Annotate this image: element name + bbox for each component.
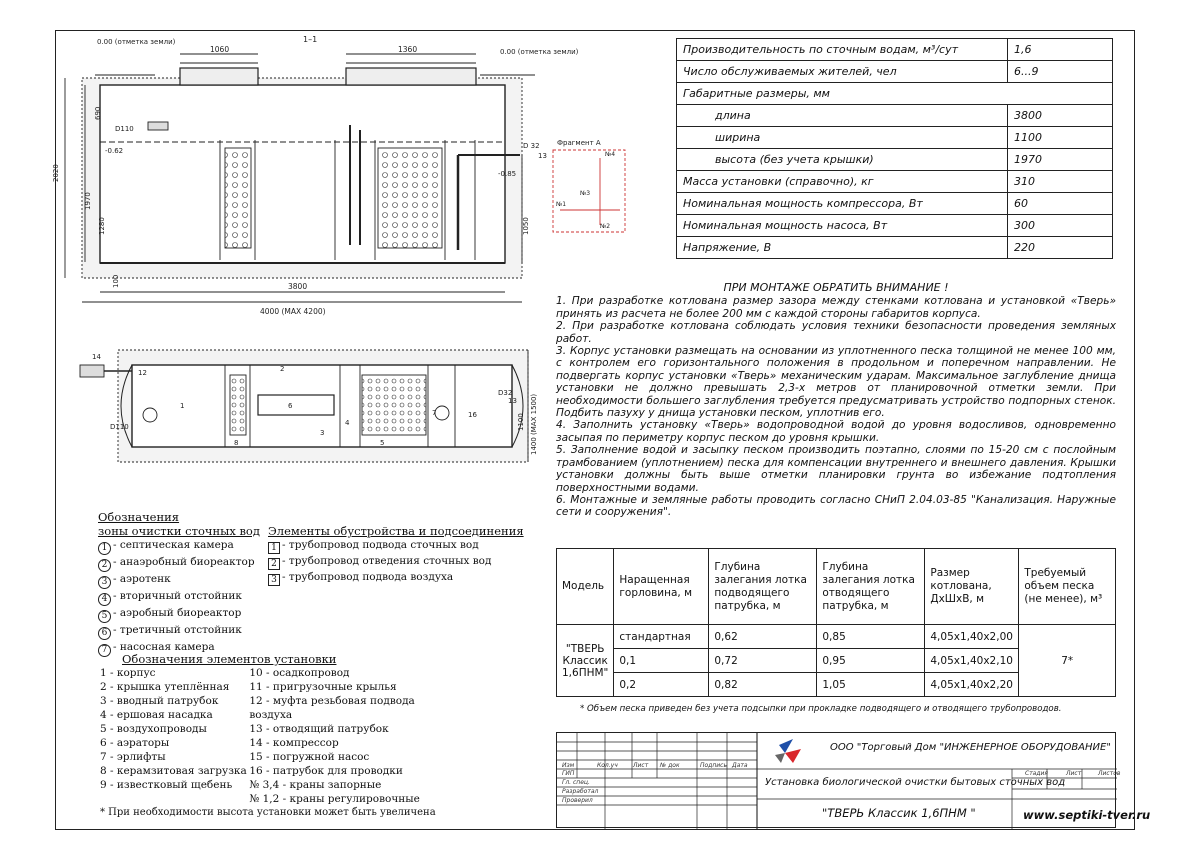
cell-neck: 0,2 <box>614 673 709 697</box>
installation-notes <box>556 282 1116 519</box>
cell-sand: 7* <box>1019 625 1116 697</box>
plan-label-5: 5 <box>380 439 385 447</box>
col-model: Модель <box>557 549 614 625</box>
cell-outlet: 0,85 <box>817 625 925 649</box>
valve-4: №4 <box>605 151 616 158</box>
fragment-title: Фрагмент А <box>557 139 601 147</box>
tb-stage: Стадия <box>1025 770 1049 777</box>
legend-zones <box>98 510 260 657</box>
plan-dim-inner: 1100 <box>517 413 525 431</box>
tb-col-date: Дата <box>732 762 748 769</box>
dim-top-right: 1360 <box>398 45 418 54</box>
element-item: 13 - отводящий патрубок <box>249 723 389 735</box>
legend-marker: 2 <box>98 559 111 572</box>
inlet-diameter: D110 <box>115 125 134 133</box>
tb-role-gip: ГИП <box>562 770 575 777</box>
company-logo <box>775 739 801 763</box>
plan-label-14: 14 <box>92 353 101 361</box>
element-item: 15 - погружной насос <box>249 751 370 763</box>
legend-item <box>98 606 260 623</box>
dim-length-inner: 3800 <box>288 282 308 291</box>
legend-text: - анаэробный биореактор <box>113 556 255 568</box>
legend-item <box>98 572 260 589</box>
sand-footnote: * Объем песка приведен без учета подсыпки при прокладке подводящего и отводящего трубопроводов. <box>580 704 1062 714</box>
legend-text: - трубопровод подвода воздуха <box>282 571 454 583</box>
legend-height-note: * При необходимости высота установки может быть увеличена <box>100 807 436 818</box>
plan-view-drawing <box>70 345 540 470</box>
element-item: 16 - патрубок для проводки <box>249 765 403 777</box>
notes-title: ПРИ МОНТАЖЕ ОБРАТИТЬ ВНИМАНИЕ ! <box>723 281 949 294</box>
plan-inlet: D110 <box>110 423 129 431</box>
dim-h-690: 690 <box>94 106 102 120</box>
dim-h-1050: 1050 <box>522 217 530 235</box>
plan-label-16: 16 <box>468 411 477 419</box>
spec-row <box>677 237 1113 259</box>
legend-text: - вторичный отстойник <box>113 590 242 602</box>
spec-value: 310 <box>1008 171 1113 193</box>
element-item: 8 - керамзитовая загрузка <box>100 765 247 777</box>
spec-value: 6...9 <box>1008 61 1113 83</box>
dim-h-100: 100 <box>112 274 120 288</box>
dim-length-outer: 4000 (MAX 4200) <box>260 307 326 316</box>
website-link[interactable]: www.septiki-tver.ru <box>1023 808 1151 822</box>
legend-elements <box>100 652 460 820</box>
legend-marker: 3 <box>268 574 280 586</box>
spec-value: 1,6 <box>1008 39 1113 61</box>
legend-text: - септическая камера <box>113 539 234 551</box>
spec-row <box>677 83 1113 105</box>
plan-label-3: 3 <box>320 429 325 437</box>
tb-col-doc: № док <box>660 762 680 769</box>
element-item: № 1,2 - краны регулировочные <box>249 793 420 805</box>
level-062: -0.62 <box>105 147 124 155</box>
spec-value: 3800 <box>1008 105 1113 127</box>
note-6: 6. Монтажные и земляные работы проводить согласно СНиП 2.04.03-85 "Канализация. Наружные сети и сооружения". <box>556 493 1116 519</box>
cell-pit: 4,05x1,40x2,20 <box>925 673 1019 697</box>
valve-1: №1 <box>556 201 567 208</box>
plan-label-13: 13 <box>508 397 517 405</box>
models-table <box>556 548 1116 697</box>
legend-marker: 6 <box>98 627 111 640</box>
spec-label: Число обслуживаемых жителей, чел <box>677 61 1008 83</box>
dim-top-left: 1060 <box>210 45 230 54</box>
legend-text: - трубопровод отведения сточных вод <box>282 555 492 567</box>
model-name: "ТВЕРЬ Классик 1,6ПНМ" <box>557 625 614 697</box>
cell-inlet: 0,82 <box>709 673 817 697</box>
spec-label: длина <box>677 105 1008 127</box>
legend-zones-subtitle: зоны очистки сточных вод <box>98 524 260 538</box>
plan-outlet: D32 <box>498 389 513 397</box>
element-item: 3 - вводный патрубок <box>100 695 219 707</box>
spec-value: 300 <box>1008 215 1113 237</box>
cell-outlet: 0,95 <box>817 649 925 673</box>
plan-label-2: 2 <box>280 365 285 373</box>
legend-item <box>268 554 524 570</box>
plan-dim-width: 1400 (MAX 1500) <box>530 393 538 455</box>
plan-label-4: 4 <box>345 419 350 427</box>
spec-row <box>677 215 1113 237</box>
legend-zones-title: Обозначения <box>98 510 180 524</box>
element-item: 7 - эрлифты <box>100 751 166 763</box>
legend-marker: 1 <box>98 542 111 555</box>
note-5: 5. Заполнение водой и засыпку песком производить поэтапно, слоями по 15-20 см с послойным трамбованием (уплотнением) песка для компенсации внутреннего и внешнего давления. Крышки установки должны быть выше отметки планировки грунта во избежание подтопления поверхностными водами. <box>556 444 1116 494</box>
legend-marker: 2 <box>268 558 280 570</box>
dim-h-1970: 1970 <box>84 192 92 210</box>
cell-inlet: 0,72 <box>709 649 817 673</box>
legend-text: - трубопровод подвода сточных вод <box>282 539 479 551</box>
element-item: № 3,4 - краны запорные <box>249 779 382 791</box>
legend-connections-title: Элементы обустройства и подсоединения <box>268 524 524 538</box>
tb-role-spec: Гл. спец. <box>562 779 590 786</box>
legend-item <box>98 589 260 606</box>
tb-col-izm: Изм <box>562 762 575 769</box>
cell-outlet: 1,05 <box>817 673 925 697</box>
outlet-diameter: D 32 <box>523 142 540 150</box>
spec-value: 60 <box>1008 193 1113 215</box>
section-title: 1–1 <box>303 35 318 44</box>
col-pit-size: Размер котлована, ДхШхВ, м <box>925 549 1019 625</box>
spec-value: 220 <box>1008 237 1113 259</box>
spec-label: Напряжение, В <box>677 237 1008 259</box>
legend-item <box>268 570 524 586</box>
element-item: 12 - муфта резьбовая подвода воздуха <box>249 695 415 721</box>
col-outlet-depth: Глубина залегания лотка отводящего патрубка, м <box>817 549 925 625</box>
note-1: 1. При разработке котлована размер зазора между стенками котлована и установкой «Тверь» принять из расчета не более 200 мм с каждой стороны габаритов корпуса. <box>556 295 1116 320</box>
spec-row <box>677 39 1113 61</box>
drawing-description: Установка биологической очистки бытовых сточных вод <box>765 777 1066 788</box>
plan-label-12: 12 <box>138 369 147 377</box>
plan-label-7: 7 <box>432 409 437 417</box>
cell-pit: 4,05x1,40x2,10 <box>925 649 1019 673</box>
note-3: 3. Корпус установки размещать на основании из уплотненного песка толщиной не менее 100 мм, с контролем его горизонтального положения в продольном и поперечном направлении. Не подвергать корпус установки «Тверь» механическим ударам. Максимальное заглубление днища установки не должно превышать 2,3-х метров от планировочной отметки земли. При необходимости большего заглубления требуется предусматривать устройство подпорных стенок. Подбить пазуху у днища установки песком, уплотнив его. <box>556 345 1116 420</box>
tb-sheets: Листов <box>1098 770 1121 777</box>
legend-item <box>268 538 524 554</box>
col-neck: Наращенная горловина, м <box>614 549 709 625</box>
note-4: 4. Заполнить установку «Тверь» водопроводной водой до уровня водосливов, одновременно засыпая по периметру корпус песком до уровня крышки. <box>556 419 1116 444</box>
cell-neck: стандартная <box>614 625 709 649</box>
spec-label: Номинальная мощность насоса, Вт <box>677 215 1008 237</box>
ground-level-left: 0.00 (отметка земли) <box>97 38 176 46</box>
legend-text: - аэротенк <box>113 573 171 585</box>
company-name: ООО "Торговый Дом "ИНЖЕНЕРНОЕ ОБОРУДОВАНИЕ" <box>830 742 1111 753</box>
spec-row <box>677 193 1113 215</box>
spec-value: 1100 <box>1008 127 1113 149</box>
ground-level-right: 0.00 (отметка земли) <box>500 48 579 56</box>
spec-label: Номинальная мощность компрессора, Вт <box>677 193 1008 215</box>
element-item: 9 - известковый щебень <box>100 779 233 791</box>
element-item: 5 - воздухопроводы <box>100 723 207 735</box>
cell-neck: 0,1 <box>614 649 709 673</box>
spec-row <box>677 127 1113 149</box>
spec-label: Масса установки (справочно), кг <box>677 171 1008 193</box>
element-item: 1 - корпус <box>100 667 156 679</box>
plan-label-1: 1 <box>180 402 185 410</box>
table-row <box>557 625 1116 649</box>
legend-marker: 3 <box>98 576 111 589</box>
legend-marker: 5 <box>98 610 111 623</box>
spec-label: высота (без учета крышки) <box>677 149 1008 171</box>
element-item: 10 - осадкопровод <box>249 667 350 679</box>
element-item: 4 - ершовая насадка <box>100 709 213 721</box>
spec-label: ширина <box>677 127 1008 149</box>
valve-3: №3 <box>580 190 591 197</box>
plan-label-8: 8 <box>234 439 239 447</box>
level-085: -0.85 <box>498 170 517 178</box>
tb-col-kol: Кол.уч <box>597 762 618 769</box>
cell-pit: 4,05x1,40x2,00 <box>925 625 1019 649</box>
element-item: 2 - крышка утеплённая <box>100 681 230 693</box>
note-2: 2. При разработке котлована соблюдать условия техники безопасности проведения земляных работ. <box>556 320 1116 345</box>
legend-marker: 7 <box>98 644 111 657</box>
spec-row <box>677 171 1113 193</box>
tb-col-sign: Подпись <box>700 762 727 769</box>
legend-connections <box>268 524 524 586</box>
legend-marker: 4 <box>98 593 111 606</box>
legend-text: - аэробный биореактор <box>113 607 242 619</box>
col-sand-volume: Требуемый объем песка (не менее), м³ <box>1019 549 1116 625</box>
valve-2: №2 <box>600 223 611 230</box>
legend-item <box>98 555 260 572</box>
cell-inlet: 0,62 <box>709 625 817 649</box>
spec-label: Габаритные размеры, мм <box>677 83 1113 105</box>
element-item: 14 - компрессор <box>249 737 339 749</box>
plan-label-6: 6 <box>288 402 293 410</box>
drawing-model: "ТВЕРЬ Классик 1,6ПНМ " <box>822 806 976 820</box>
tb-col-list: Лист <box>633 762 649 769</box>
tb-role-dev: Разработал <box>562 788 599 795</box>
spec-label: Производительность по сточным водам, м³/сут <box>677 39 1008 61</box>
legend-item <box>98 538 260 555</box>
legend-marker: 1 <box>268 542 280 554</box>
element-item: 11 - пригрузочные крылья <box>249 681 397 693</box>
outlet-number: 13 <box>538 152 547 160</box>
tb-role-check: Проверил <box>562 797 593 804</box>
col-inlet-depth: Глубина залегания лотка подводящего патрубка, м <box>709 549 817 625</box>
dim-h-total: 2020 <box>52 164 60 182</box>
spec-row <box>677 149 1113 171</box>
tb-sheet: Лист <box>1066 770 1082 777</box>
legend-elements-title: Обозначения элементов установки <box>122 652 337 666</box>
specifications-table <box>676 38 1113 259</box>
spec-value: 1970 <box>1008 149 1113 171</box>
element-item: 6 - аэраторы <box>100 737 170 749</box>
legend-item <box>98 623 260 640</box>
legend-text: - третичный отстойник <box>113 624 242 636</box>
spec-row <box>677 61 1113 83</box>
section-view-drawing <box>52 30 616 320</box>
legend-text: - насосная камера <box>113 641 215 653</box>
dim-h-1280: 1280 <box>98 217 106 235</box>
spec-row <box>677 105 1113 127</box>
